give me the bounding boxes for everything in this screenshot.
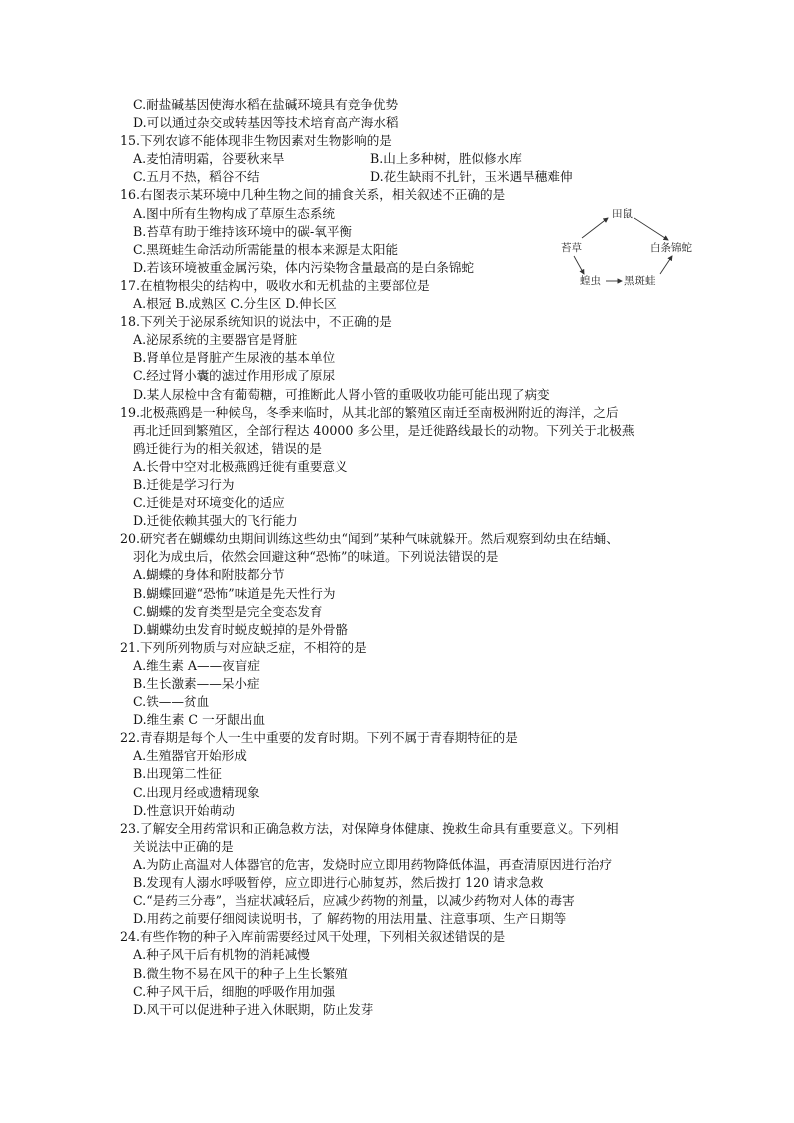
node-tianshu: 田鼠 <box>612 208 633 220</box>
node-taicao: 苔草 <box>561 242 582 254</box>
option-text: C.耐盐碱基因使海水稻在盐碱环境具有竞争优势 <box>133 97 399 112</box>
option-text: A.根冠 B.成熟区 C.分生区 D.伸长区 <box>133 296 337 312</box>
question-stem-continued: 再北迁回到繁殖区，全部行程达 40000 多公里，是迁徙路线最长的动物。下列关于北极燕 <box>133 422 635 438</box>
option-text: A.生殖器官开始形成 <box>133 748 247 764</box>
node-heiban: 黑斑蛙 <box>624 275 656 287</box>
question-stem-continued: 关说法中正确的是 <box>133 838 234 854</box>
option-text: C.经过肾小囊的滤过作用形成了原尿 <box>133 368 336 384</box>
option-text: D.蝴蝶幼虫发育时蜕皮蜕掉的是外骨骼 <box>133 621 349 637</box>
option-text: C.种子风干后，细胞的呼吸作用加强 <box>133 983 336 999</box>
option-text: A.麦怕清明霜，谷要秋来旱 <box>133 151 285 167</box>
question-stem: 18.下列关于泌尿系统知识的说法中，不正确的是 <box>120 314 392 330</box>
food-web-diagram <box>556 208 706 292</box>
question-stem: 20.研究者在蝴蝶幼虫期间训练这些幼虫“闻到”某种气味就躲开。然后观察到幼虫在结蛹、 <box>120 531 619 547</box>
option-text: D.用药之前要仔细阅读说明书，了 解药物的用法用量、注意事项、生产日期等 <box>133 911 567 927</box>
option-row <box>120 150 720 168</box>
option-text: D.维生素 C 一牙龈出血 <box>133 712 266 728</box>
option-text: B.生长激素——呆小症 <box>133 676 260 691</box>
option-text: D.可以通过杂交或转基因等技术培育高产海水稻 <box>133 115 399 131</box>
option-text: A.蝴蝶的身体和附肢都分节 <box>133 567 285 583</box>
option-text: B.迁徙是学习行为 <box>133 476 235 492</box>
option-text: B.出现第二性征 <box>133 766 222 782</box>
option-text: A.种子风干后有机物的消耗减慢 <box>133 947 310 963</box>
question-stem: 17.在植物根尖的结构中，吸收水和无机盐的主要部位是 <box>120 277 430 293</box>
option-text: B.微生物不易在风干的种子上生长繁殖 <box>133 965 348 981</box>
option-text: D.花生缺雨不扎针，玉米遇旱穗难伸 <box>370 169 573 185</box>
question-stem: 19.北极燕鸥是一种候鸟，冬季来临时，从其北部的繁殖区南迁至南极洲附近的海洋，之后 <box>120 404 619 420</box>
option-text: C.五月不热，稻谷不结 <box>133 169 260 185</box>
option-text: D.某人尿检中含有葡萄糖，可推断此人肾小管的重吸收功能可能出现了病变 <box>133 386 550 402</box>
option-text: D.若该环境被重金属污染，体内污染物含量最高的是白条锦蛇 <box>133 259 475 275</box>
option-row <box>120 168 720 186</box>
option-text: D.性意识开始萌动 <box>133 802 235 818</box>
option-text: B.发现有人溺水呼吸暂停，应立即进行心肺复苏，然后拨打 120 请求急救 <box>133 875 544 891</box>
arrow-taicao-tianshu <box>582 218 608 238</box>
node-baitiao: 白条锦蛇 <box>650 242 692 254</box>
option-text: C.迁徙是对环境变化的适应 <box>133 495 285 511</box>
option-text: B.蝴蝶回避“恐怖”味道是先天性行为 <box>133 585 336 601</box>
node-huangchong: 蝗虫 <box>580 275 601 287</box>
question-stem: 16.右图表示某环境中几种生物之间的捕食关系，相关叙述不正确的是 <box>120 187 506 203</box>
option-text: A.为防止高温对人体器官的危害，发烧时应立即用药物降低体温，再查清原因进行治疗 <box>133 856 613 872</box>
question-stem: 15.下列农谚不能体现非生物因素对生物影响的是 <box>120 133 392 149</box>
option-text: B.苔草有助于维持该环境中的碳-氧平衡 <box>133 223 353 239</box>
option-text: A.维生素 A——夜盲症 <box>133 657 260 673</box>
option-text: A.长骨中空对北极燕鸥迁徙有重要意义 <box>133 458 348 474</box>
option-text: D.迁徙依赖其强大的飞行能力 <box>133 513 298 529</box>
option-text: A.图中所有生物构成了草原生态系统 <box>133 205 336 221</box>
question-stem: 21.下列所列物质与对应缺乏症，不相符的是 <box>120 639 367 655</box>
option-text: B.肾单位是肾脏产生尿液的基本单位 <box>133 350 336 366</box>
question-stem: 22.青春期是每个人一生中重要的发育时期。下列不属于青春期特征的是 <box>120 730 518 746</box>
question-stem-continued: 羽化为成虫后，依然会回避这种“恐怖”的味道。下列说法错误的是 <box>133 549 499 565</box>
option-text: D.风干可以促进种子进入休眠期，防止发芽 <box>133 1001 374 1017</box>
option-text: C.出现月经或遗精现象 <box>133 784 260 800</box>
option-text: B.山上多种树，胜似修水库 <box>370 151 522 167</box>
option-text: C.铁——贫血 <box>133 694 210 710</box>
question-stem: 24.有些作物的种子入库前需要经过风干处理，下列相关叙述错误的是 <box>120 929 506 945</box>
question-stem-continued: 鸥迁徙行为的相关叙述，错误的是 <box>133 440 322 456</box>
option-text: C.蝴蝶的发育类型是完全变态发育 <box>133 603 323 619</box>
option-text: A.泌尿系统的主要器官是肾脏 <box>133 332 298 348</box>
arrow-taicao-huangchong <box>574 256 584 274</box>
option-text: C.黑斑蛙生命活动所需能量的根本来源是太阳能 <box>133 241 399 257</box>
question-stem: 23.了解安全用药常识和正确急救方法，对保障身体健康、挽救生命具有重要意义。下列相 <box>120 820 619 836</box>
option-text: C.“是药三分毒”，当症状减轻后，应减少药物的剂量，以减少药物对人体的毒害 <box>133 893 575 909</box>
arrow-heiban-baitiao <box>660 256 672 274</box>
arrow-tianshu-baitiao <box>634 218 668 240</box>
